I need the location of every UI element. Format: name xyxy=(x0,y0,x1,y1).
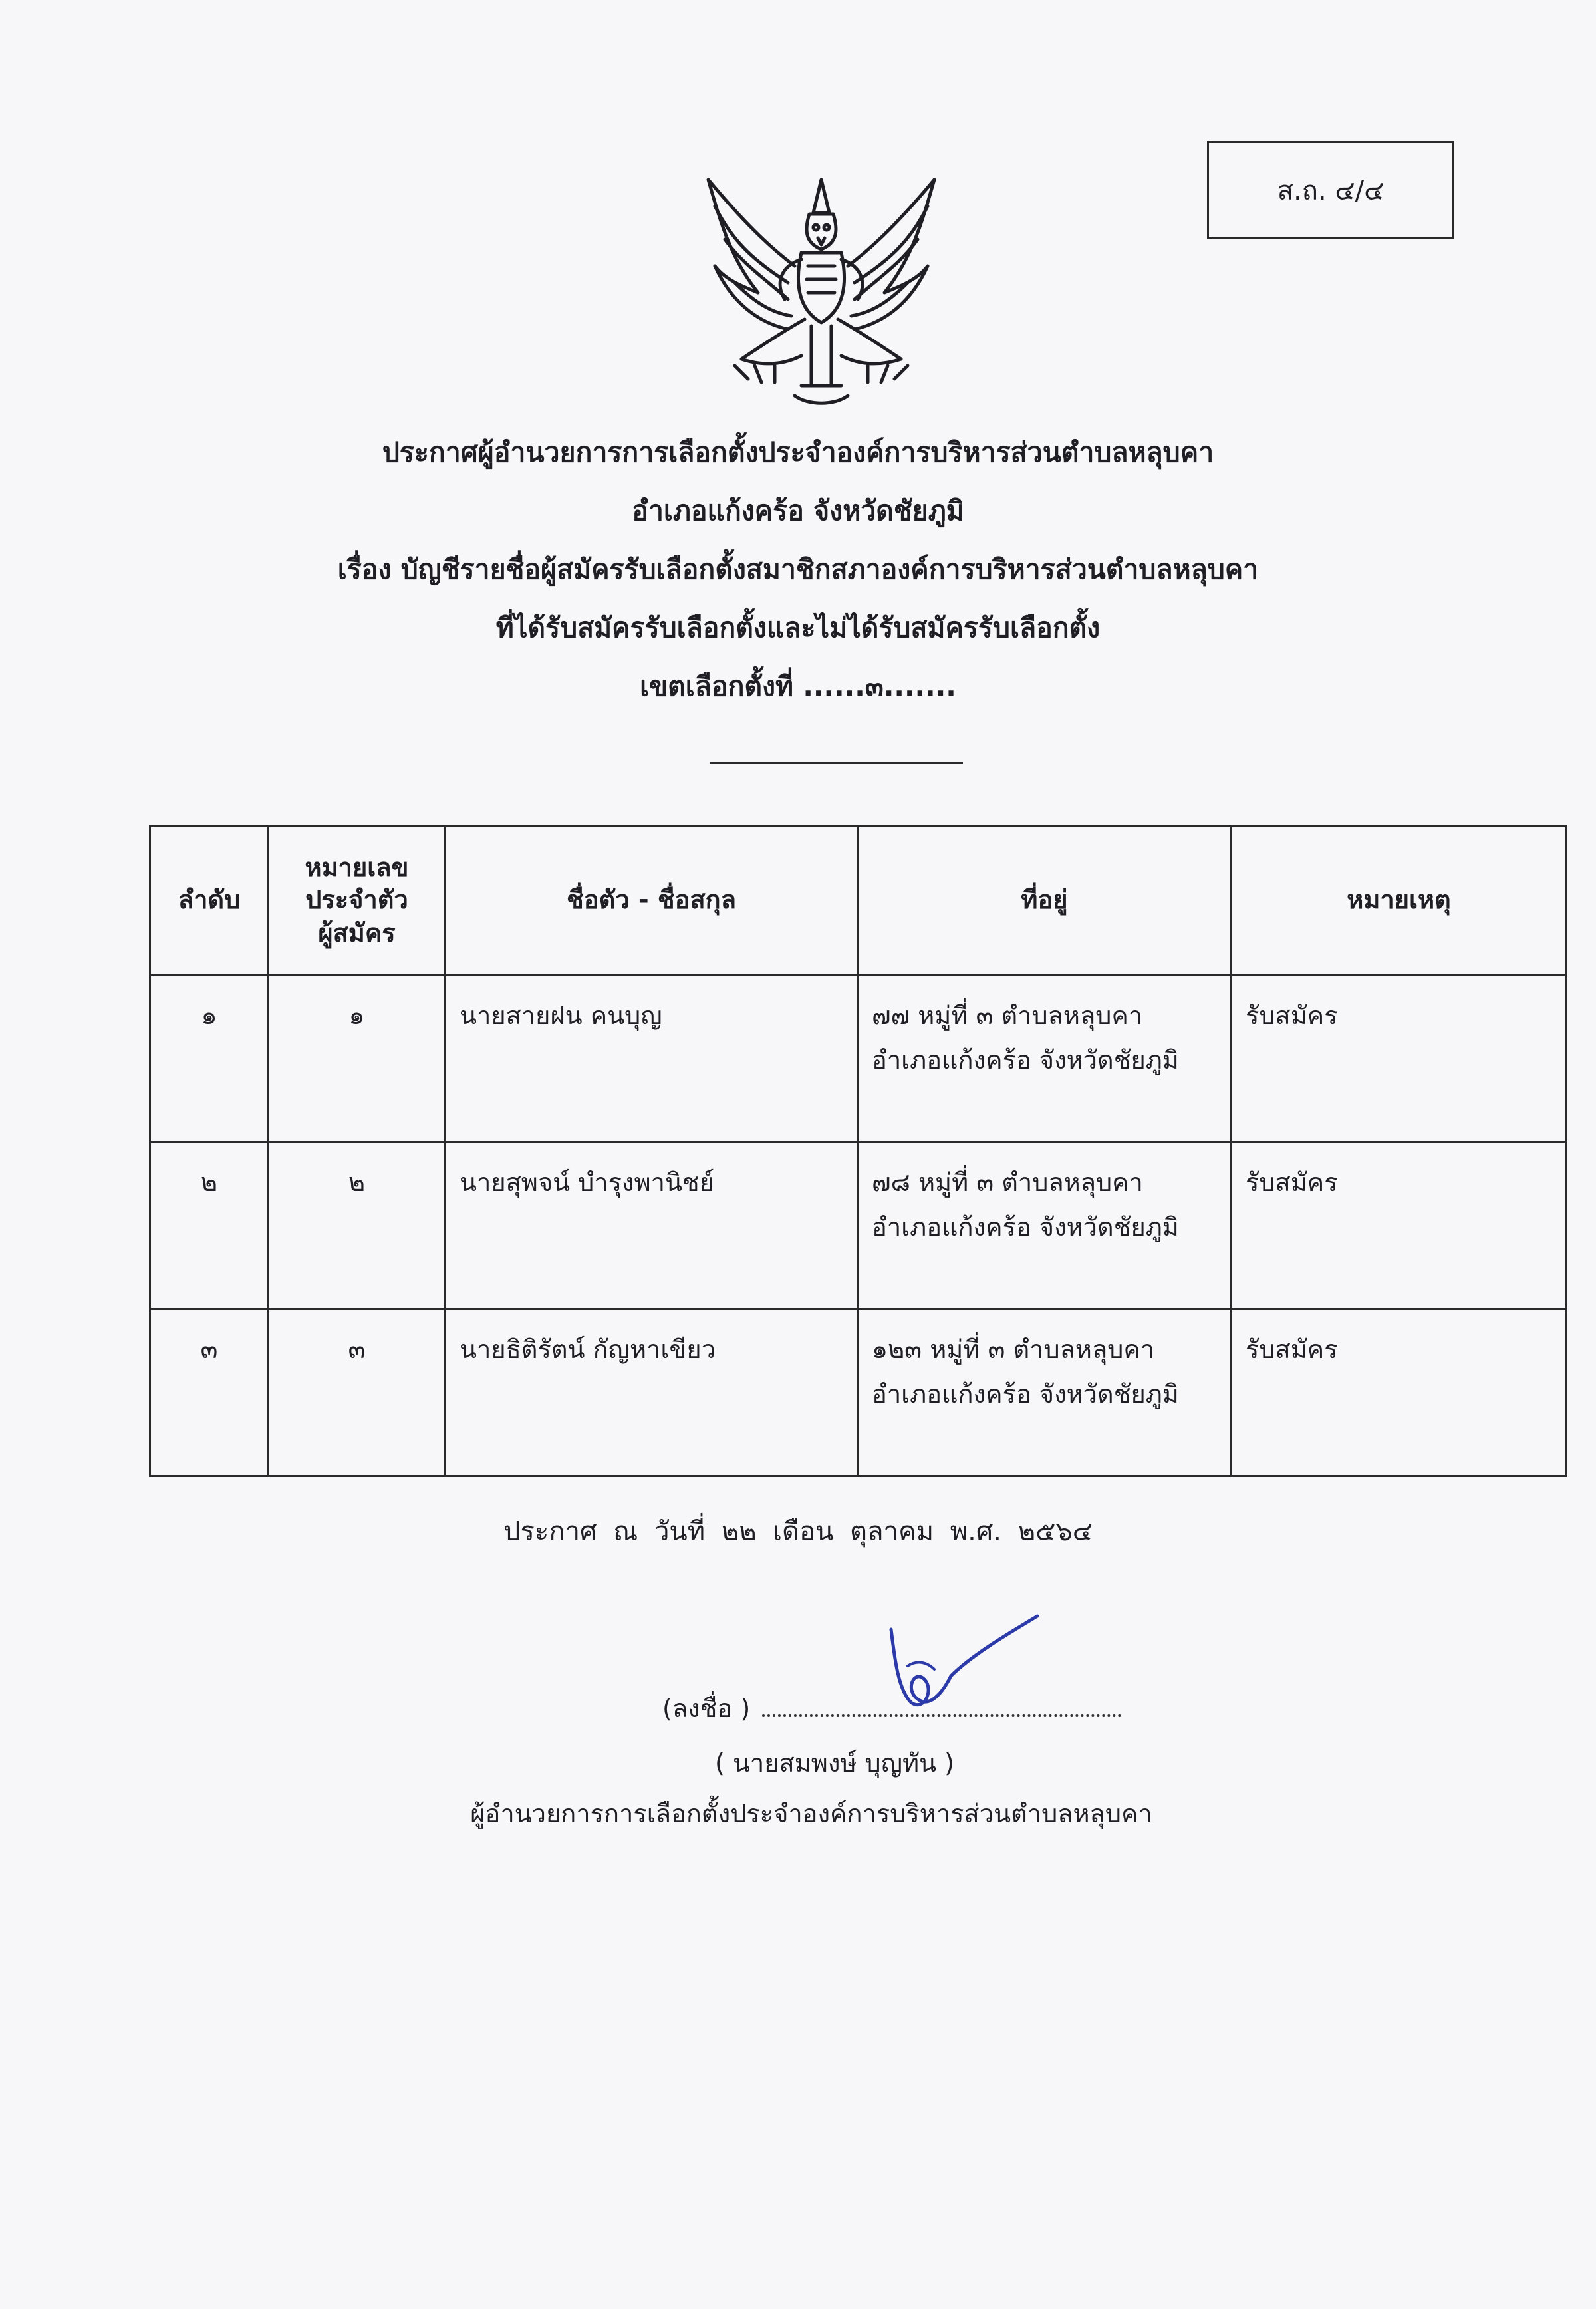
signature-line xyxy=(662,1688,1121,1728)
row-address xyxy=(858,1143,1232,1309)
row-address-line-2: อำเภอแก้งคร้อ จังหวัดชัยภูมิ xyxy=(872,1212,1179,1242)
header-number-line-2: ประจำตัว xyxy=(305,885,408,915)
row-order: ๒ xyxy=(150,1143,269,1309)
signature-label: (ลงชื่อ ) xyxy=(662,1694,751,1723)
row-name: นายธิติรัตน์ กัญหาเขียว xyxy=(446,1309,858,1476)
signature-dotted-line xyxy=(762,1695,1121,1717)
row-candidate-number: ๓ xyxy=(269,1309,446,1476)
signer-title: ผู้อำนวยการการเลือกตั้งประจำองค์การบริหารส่วนตำบลหลุบคา xyxy=(470,1799,1152,1828)
row-address-line-1: ๑๒๓ หมู่ที่ ๓ ตำบลหลุบคา xyxy=(872,1335,1155,1364)
heading-line-5: เขตเลือกตั้งที่ ......๓....... xyxy=(640,670,956,702)
row-address xyxy=(858,976,1232,1143)
row-name: นายสุพจน์ บำรุงพานิชย์ xyxy=(446,1143,858,1309)
header-order: ลำดับ xyxy=(150,826,269,976)
signer-name: ( นายสมพงษ์ บุญทัน ) xyxy=(715,1748,954,1778)
row-address-line-1: ๗๘ หมู่ที่ ๓ ตำบลหลุบคา xyxy=(872,1168,1143,1197)
table-row xyxy=(150,1309,1567,1476)
header-candidate-number xyxy=(269,826,446,976)
header-number-line-1: หมายเลข xyxy=(305,852,409,882)
row-remark: รับสมัคร xyxy=(1232,1143,1567,1309)
announcement-date: ประกาศ ณ วันที่ ๒๒ เดือน ตุลาคม พ.ศ. ๒๕๖๔ xyxy=(503,1516,1093,1547)
row-remark: รับสมัคร xyxy=(1232,1309,1567,1476)
row-address-line-2: อำเภอแก้งคร้อ จังหวัดชัยภูมิ xyxy=(872,1379,1179,1409)
header-address: ที่อยู่ xyxy=(858,826,1232,976)
candidates-table xyxy=(149,825,1567,1477)
header-number-line-3: ผู้สมัคร xyxy=(318,918,396,948)
heading-line-1: ประกาศผู้อำนวยการการเลือกตั้งประจำองค์การบริหารส่วนตำบลหลุบคา xyxy=(382,436,1214,468)
row-candidate-number: ๒ xyxy=(269,1143,446,1309)
garuda-emblem-icon xyxy=(695,166,948,419)
heading-line-3: เรื่อง บัญชีรายชื่อผู้สมัครรับเลือกตั้งสมาชิกสภาองค์การบริหารส่วนตำบลหลุบคา xyxy=(337,553,1259,585)
row-address-line-1: ๗๗ หมู่ที่ ๓ ตำบลหลุบคา xyxy=(872,1001,1143,1030)
form-code-box xyxy=(1207,141,1454,239)
table-row xyxy=(150,976,1567,1143)
row-remark: รับสมัคร xyxy=(1232,976,1567,1143)
row-address-line-2: อำเภอแก้งคร้อ จังหวัดชัยภูมิ xyxy=(872,1045,1179,1075)
table-header-row xyxy=(150,826,1567,976)
table-row xyxy=(150,1143,1567,1309)
row-address xyxy=(858,1309,1232,1476)
header-remark: หมายเหตุ xyxy=(1232,826,1567,976)
row-order: ๓ xyxy=(150,1309,269,1476)
form-code: ส.ถ. ๔/๔ xyxy=(1277,176,1385,206)
heading-line-4: ที่ได้รับสมัครรับเลือกตั้งและไม่ได้รับสมัครรับเลือกตั้ง xyxy=(495,612,1101,644)
heading-line-2: อำเภอแก้งคร้อ จังหวัดชัยภูมิ xyxy=(632,495,964,527)
heading-underline xyxy=(710,762,963,764)
row-order: ๑ xyxy=(150,976,269,1143)
row-name: นายสายฝน คนบุญ xyxy=(446,976,858,1143)
header-name: ชื่อตัว - ชื่อสกุล xyxy=(446,826,858,976)
row-candidate-number: ๑ xyxy=(269,976,446,1143)
